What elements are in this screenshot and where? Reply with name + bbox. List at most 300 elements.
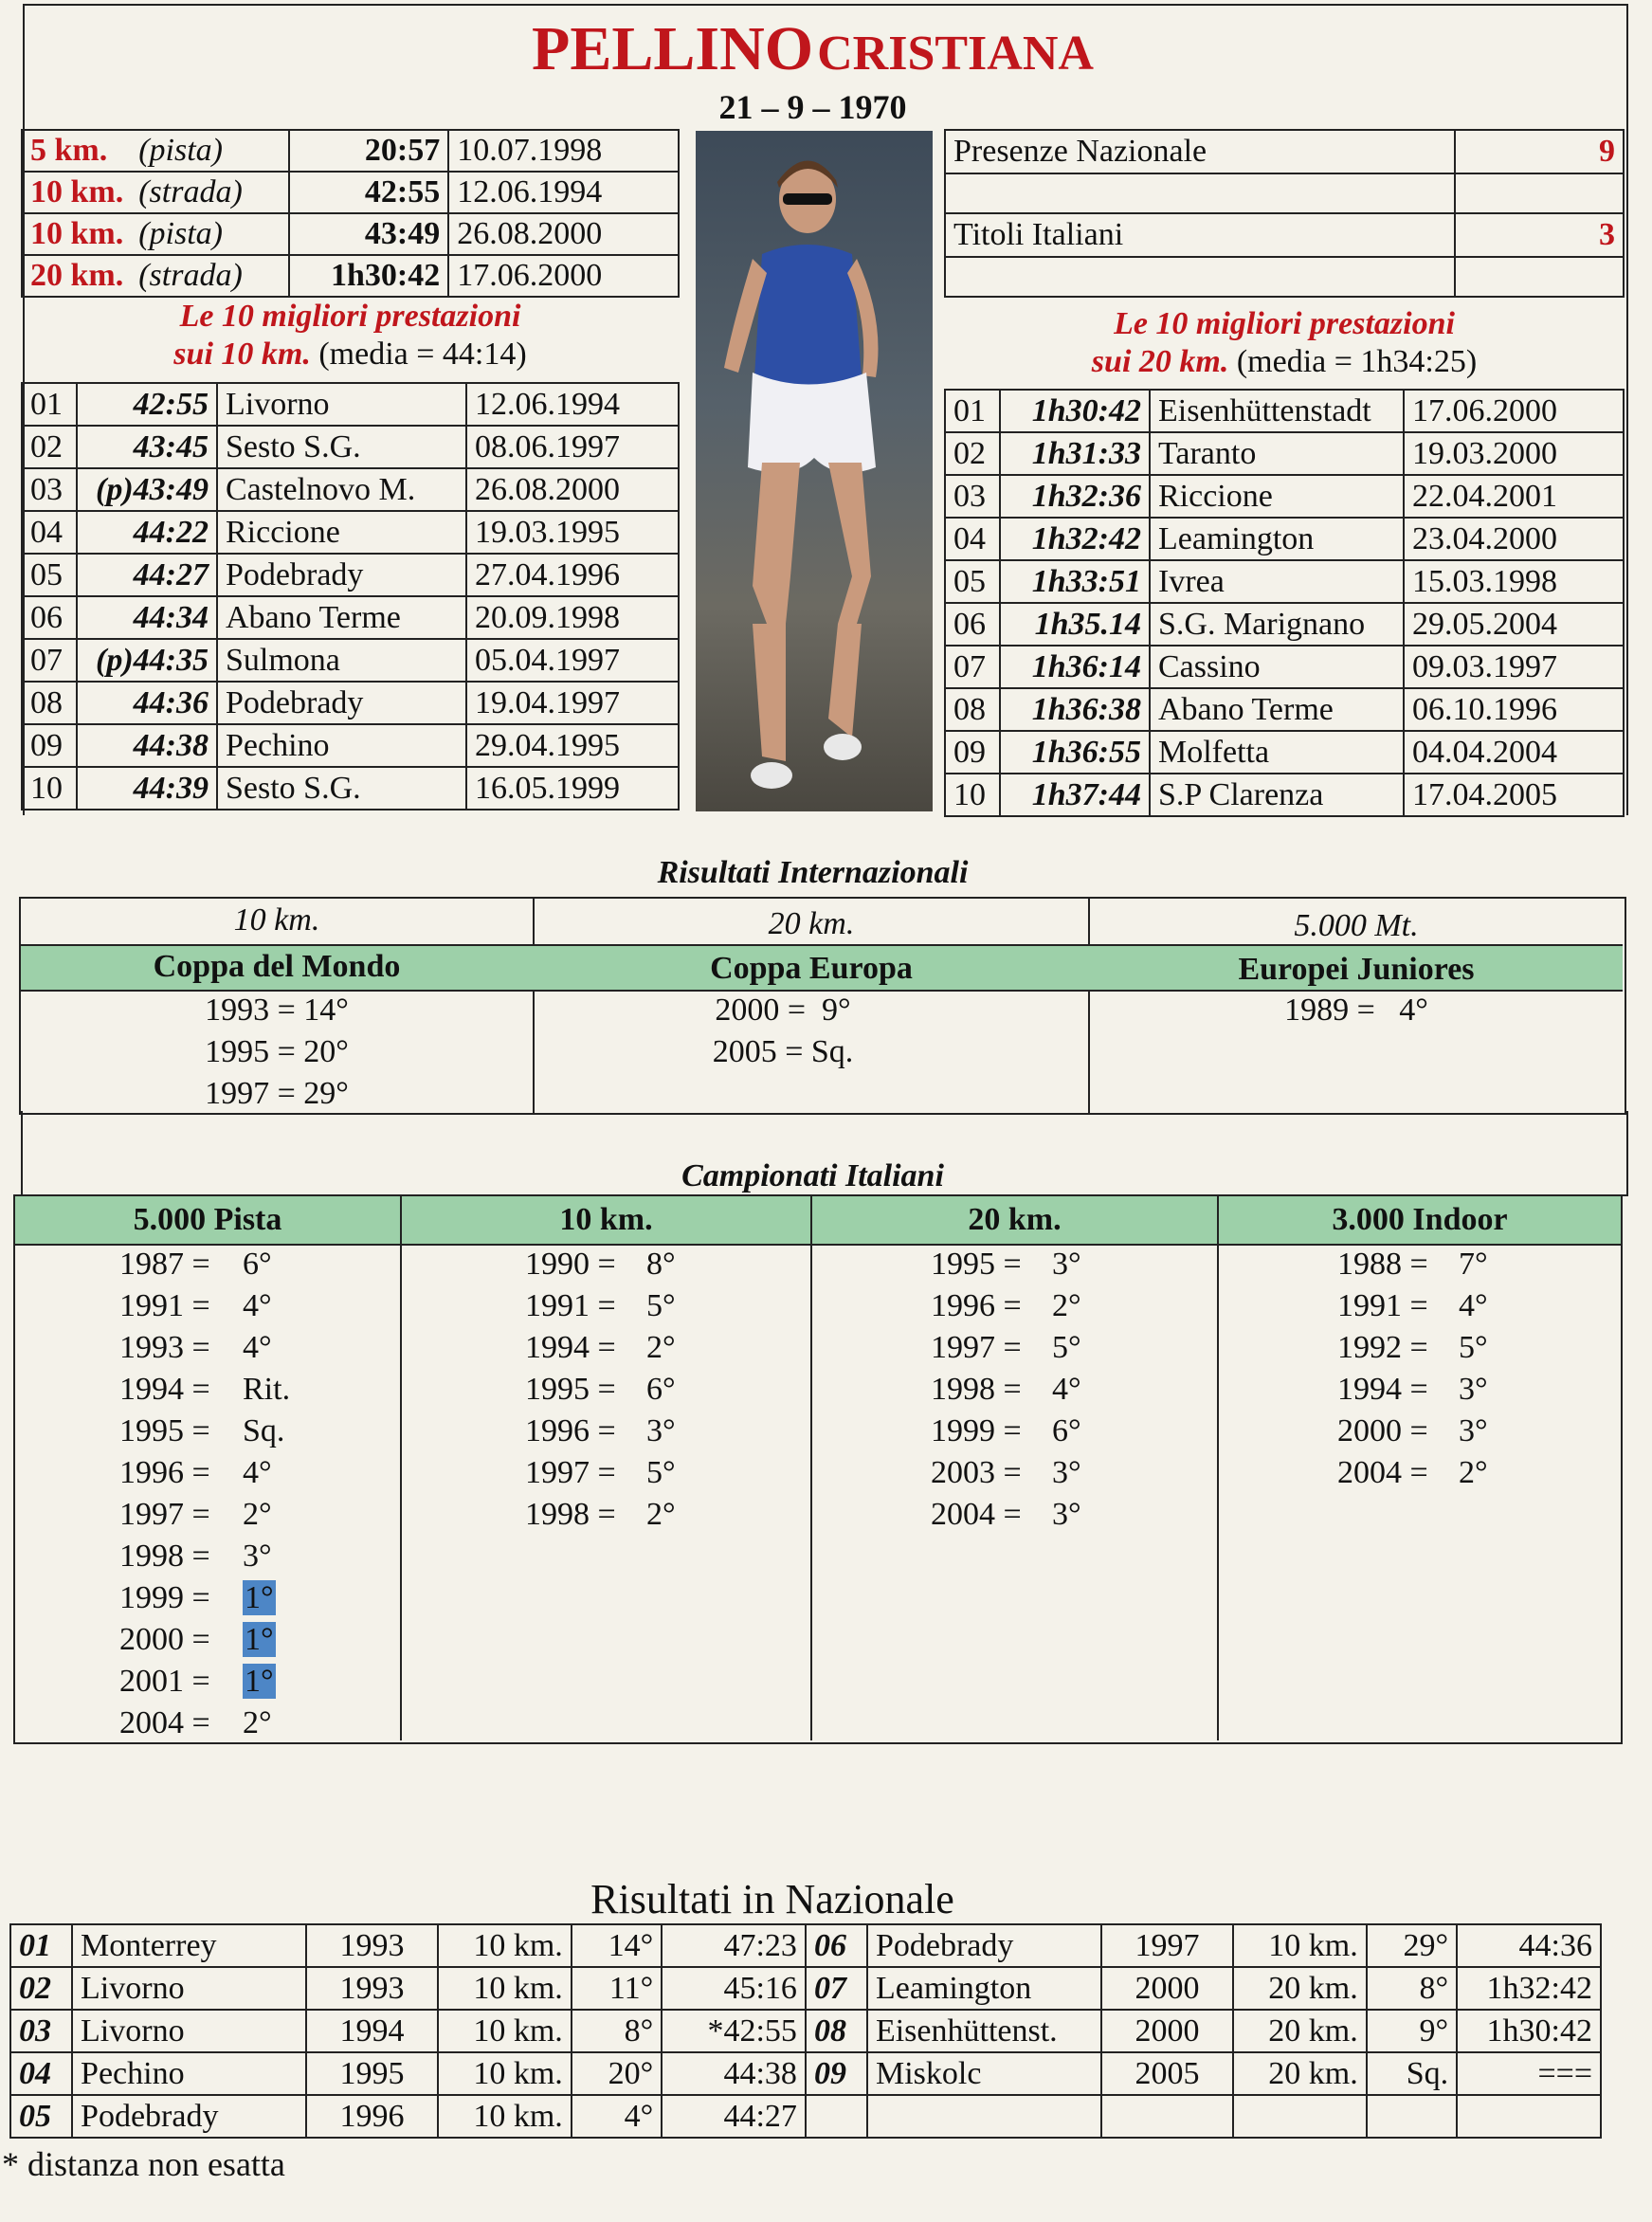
performance-row <box>945 560 1624 603</box>
result-year: 1988 = <box>1337 1247 1428 1282</box>
nazionale-title: Risultati in Nazionale <box>590 1876 954 1922</box>
italian-col-4 <box>1219 1198 1621 1494</box>
italian-title: Campionati Italiani <box>681 1158 944 1193</box>
naz-position: Sq. <box>1367 2052 1457 2095</box>
result-position: 3° <box>1459 1372 1488 1407</box>
result-year: 1997 = <box>119 1497 210 1532</box>
italian-result <box>1337 1411 1621 1452</box>
italian-result <box>119 1661 400 1703</box>
pb-date: 17.06.2000 <box>448 255 679 297</box>
intl-col-3-results <box>1090 990 1623 1031</box>
naz-place <box>867 2095 1101 2138</box>
performance-row <box>945 432 1624 475</box>
italian-result <box>931 1327 1217 1369</box>
result-year: 2000 = <box>119 1622 210 1657</box>
result-year: 1997 = <box>931 1330 1022 1365</box>
italian-col-3 <box>812 1198 1217 1536</box>
performance-row <box>945 518 1624 560</box>
result-position: 2° <box>243 1705 272 1740</box>
pb-distance: 5 km. <box>22 130 131 172</box>
rank: 09 <box>945 731 1000 774</box>
perf-place: Leamington <box>1150 518 1404 560</box>
rank: 06 <box>22 596 77 639</box>
naz-number <box>806 2095 867 2138</box>
perf-date: 29.04.1995 <box>466 724 679 767</box>
naz-time: 44:38 <box>662 2052 806 2095</box>
pb-row <box>22 172 679 213</box>
result-position: 2° <box>1052 1288 1081 1323</box>
pb-row <box>22 213 679 255</box>
intl-col-3-event: Europei Juniores <box>1238 952 1475 987</box>
performance-row <box>945 475 1624 518</box>
perf-time: 44:39 <box>77 767 217 810</box>
pb-type: (pista) <box>131 130 289 172</box>
naz-number: 05 <box>10 2095 72 2138</box>
result-position: 3° <box>243 1539 272 1574</box>
performance-row <box>22 767 679 810</box>
naz-position: 9° <box>1367 2010 1457 2052</box>
perf-place: Pechino <box>217 724 466 767</box>
naz-position: 4° <box>572 2095 662 2138</box>
intl-col-3 <box>1090 901 1623 1031</box>
perf-date: 26.08.2000 <box>466 468 679 511</box>
italian-result <box>525 1244 810 1285</box>
perf-time: 1h31:33 <box>1000 432 1150 475</box>
perf-date: 19.03.2000 <box>1404 432 1624 475</box>
personal-bests-table <box>21 129 680 298</box>
naz-place: Livorno <box>72 1967 306 2010</box>
naz-position: 14° <box>572 1924 662 1967</box>
intl-col-1-results <box>21 990 533 1115</box>
result-year: 1991 = <box>525 1288 616 1323</box>
pb-distance: 10 km. <box>22 172 131 213</box>
rank: 01 <box>22 383 77 426</box>
titoli-value: 3 <box>1455 213 1624 257</box>
italian-col-1 <box>15 1198 400 1744</box>
rank: 02 <box>22 426 77 468</box>
naz-position: 11° <box>572 1967 662 2010</box>
pb-distance: 10 km. <box>22 213 131 255</box>
result-position: 1° <box>245 1580 274 1615</box>
perf-time: (p)44:35 <box>77 639 217 682</box>
naz-number: 06 <box>806 1924 867 1967</box>
result-position: 6° <box>243 1247 272 1282</box>
athlete-photo <box>696 131 933 811</box>
performance-row <box>945 646 1624 688</box>
intl-col-2 <box>535 901 1088 1073</box>
rank: 06 <box>945 603 1000 646</box>
perf-time: 1h35.14 <box>1000 603 1150 646</box>
intl-col-1-distance: 10 km. <box>233 902 320 938</box>
naz-time: === <box>1457 2052 1601 2095</box>
result-position: 4° <box>243 1455 272 1490</box>
result-year: 1993 = <box>119 1330 210 1365</box>
result-year: 2004 = <box>931 1497 1022 1532</box>
pb-type: (pista) <box>131 213 289 255</box>
naz-place: Pechino <box>72 2052 306 2095</box>
naz-distance: 20 km. <box>1233 1967 1367 2010</box>
nazionale-row <box>10 1967 1601 2010</box>
performance-row <box>945 688 1624 731</box>
naz-time: 1h32:42 <box>1457 1967 1601 2010</box>
italian-col-header: 5.000 Pista <box>133 1202 282 1237</box>
rank: 05 <box>945 560 1000 603</box>
intl-result: 2000 = 9° <box>715 993 851 1028</box>
result-year: 1994 = <box>119 1372 210 1407</box>
perf-date: 27.04.1996 <box>466 554 679 596</box>
naz-distance: 10 km. <box>438 1967 572 2010</box>
italian-result <box>1337 1244 1621 1285</box>
result-year: 1991 = <box>119 1288 210 1323</box>
result-position: 4° <box>243 1288 272 1323</box>
perf-time: 1h32:36 <box>1000 475 1150 518</box>
presenze-label: Presenze Nazionale <box>945 130 1455 173</box>
result-year: 1994 = <box>1337 1372 1428 1407</box>
performance-row <box>945 390 1624 432</box>
italian-col-header: 10 km. <box>559 1202 653 1237</box>
result-position: 3° <box>646 1413 676 1448</box>
performance-row <box>22 724 679 767</box>
result-year: 1990 = <box>525 1247 616 1282</box>
naz-position: 8° <box>572 2010 662 2052</box>
italian-result <box>119 1703 400 1744</box>
caption-10km <box>21 298 680 373</box>
result-year: 2004 = <box>1337 1455 1428 1490</box>
rank: 01 <box>945 390 1000 432</box>
result-position: 4° <box>1052 1372 1081 1407</box>
perf-place: S.G. Marignano <box>1150 603 1404 646</box>
perf-time: 1h30:42 <box>1000 390 1150 432</box>
performance-row <box>22 596 679 639</box>
nazionale-table <box>9 1923 1602 2139</box>
perf-date: 15.03.1998 <box>1404 560 1624 603</box>
perf-place: Sulmona <box>217 639 466 682</box>
italian-results <box>812 1244 1217 1536</box>
performance-row <box>22 682 679 724</box>
result-year: 1999 = <box>931 1413 1022 1448</box>
result-position: 2° <box>243 1497 272 1532</box>
italian-result <box>525 1494 810 1536</box>
result-position: 5° <box>646 1288 676 1323</box>
pb-time: 43:49 <box>289 213 448 255</box>
result-position: 5° <box>646 1455 676 1490</box>
perf-place: Castelnovo M. <box>217 468 466 511</box>
naz-year: 1993 <box>306 1924 438 1967</box>
result-position: 5° <box>1052 1330 1081 1365</box>
italian-result <box>1337 1452 1621 1494</box>
perf-place: Podebrady <box>217 554 466 596</box>
rank: 10 <box>945 774 1000 816</box>
pb-type: (strada) <box>131 172 289 213</box>
result-position: 8° <box>646 1247 676 1282</box>
nazionale-row <box>10 2010 1601 2052</box>
perf-time: 1h36:55 <box>1000 731 1150 774</box>
naz-time: 45:16 <box>662 1967 806 2010</box>
naz-distance: 10 km. <box>438 2095 572 2138</box>
perf-date: 04.04.2004 <box>1404 731 1624 774</box>
italian-result <box>931 1244 1217 1285</box>
perf-time: 44:22 <box>77 511 217 554</box>
naz-place: Leamington <box>867 1967 1101 2010</box>
result-year: 1999 = <box>119 1580 210 1615</box>
naz-time: 1h30:42 <box>1457 2010 1601 2052</box>
international-title: Risultati Internazionali <box>657 855 969 890</box>
rank: 05 <box>22 554 77 596</box>
result-year: 2003 = <box>931 1455 1022 1490</box>
perf-place: S.P Clarenza <box>1150 774 1404 816</box>
naz-number: 01 <box>10 1924 72 1967</box>
perf-time: 1h37:44 <box>1000 774 1150 816</box>
perf-date: 09.03.1997 <box>1404 646 1624 688</box>
national-team-box <box>944 129 1625 298</box>
pb-time: 42:55 <box>289 172 448 213</box>
result-year: 2000 = <box>1337 1413 1428 1448</box>
result-year: 2004 = <box>119 1705 210 1740</box>
italian-result <box>931 1452 1217 1494</box>
result-year: 1998 = <box>931 1372 1022 1407</box>
italian-result <box>119 1327 400 1369</box>
naz-place: Podebrady <box>72 2095 306 2138</box>
result-position: 7° <box>1459 1247 1488 1282</box>
presenze-value: 9 <box>1455 130 1624 173</box>
result-position: 3° <box>1052 1455 1081 1490</box>
pb-row <box>22 130 679 172</box>
perf-place: Riccione <box>217 511 466 554</box>
result-position: 1° <box>245 1664 274 1699</box>
perf-date: 20.09.1998 <box>466 596 679 639</box>
naz-time <box>1457 2095 1601 2138</box>
caption-20km-line2: sui 20 km. <box>1091 344 1229 379</box>
italian-result <box>119 1577 400 1619</box>
italian-result <box>931 1494 1217 1536</box>
naz-time: 44:36 <box>1457 1924 1601 1967</box>
perf-date: 06.10.1996 <box>1404 688 1624 731</box>
intl-col-2-results <box>478 990 1088 1073</box>
pb-distance: 20 km. <box>22 255 131 297</box>
perf-date: 08.06.1997 <box>466 426 679 468</box>
pb-type: (strada) <box>131 255 289 297</box>
naz-place: Monterrey <box>72 1924 306 1967</box>
naz-year: 2000 <box>1101 1967 1233 2010</box>
perf-time: 44:27 <box>77 554 217 596</box>
italian-col-header: 20 km. <box>968 1202 1062 1237</box>
caption-20km <box>944 305 1625 381</box>
rank: 04 <box>945 518 1000 560</box>
perf-time: 42:55 <box>77 383 217 426</box>
caption-10km-line1: Le 10 migliori prestazioni <box>179 299 521 334</box>
perf-date: 19.04.1997 <box>466 682 679 724</box>
intl-result: 1995 = 20° <box>205 1034 349 1069</box>
perf-date: 22.04.2001 <box>1404 475 1624 518</box>
perf-place: Abano Terme <box>217 596 466 639</box>
italian-results <box>15 1244 400 1744</box>
result-year: 1996 = <box>931 1288 1022 1323</box>
naz-place: Livorno <box>72 2010 306 2052</box>
italian-result <box>119 1452 400 1494</box>
performance-row <box>22 554 679 596</box>
intl-result: 1989 = 4° <box>1284 993 1428 1028</box>
titoli-label: Titoli Italiani <box>945 213 1455 257</box>
result-position: 1° <box>245 1622 274 1657</box>
result-year: 2001 = <box>119 1664 210 1699</box>
italian-result <box>119 1411 400 1452</box>
best10-10km-table <box>21 382 680 810</box>
result-position: 5° <box>1459 1330 1488 1365</box>
naz-number: 03 <box>10 2010 72 2052</box>
rank: 10 <box>22 767 77 810</box>
result-position: 6° <box>1052 1413 1081 1448</box>
rank: 03 <box>945 475 1000 518</box>
pb-date: 12.06.1994 <box>448 172 679 213</box>
result-year: 1987 = <box>119 1247 210 1282</box>
perf-date: 29.05.2004 <box>1404 603 1624 646</box>
caption-20km-average: (media = 1h34:25) <box>1236 344 1478 379</box>
italian-result <box>119 1536 400 1577</box>
result-year: 1995 = <box>119 1413 210 1448</box>
perf-place: Riccione <box>1150 475 1404 518</box>
result-position: 6° <box>646 1372 676 1407</box>
italian-result <box>1337 1285 1621 1327</box>
naz-place: Miskolc <box>867 2052 1101 2095</box>
italian-result <box>931 1285 1217 1327</box>
result-position: 3° <box>1052 1497 1081 1532</box>
result-year: 1998 = <box>119 1539 210 1574</box>
italian-result <box>119 1369 400 1411</box>
rank: 07 <box>22 639 77 682</box>
pb-time: 1h30:42 <box>289 255 448 297</box>
italian-result <box>119 1285 400 1327</box>
pb-time: 20:57 <box>289 130 448 172</box>
perf-date: 17.06.2000 <box>1404 390 1624 432</box>
italian-results <box>1219 1244 1621 1494</box>
pb-date: 10.07.1998 <box>448 130 679 172</box>
intl-col-1-event: Coppa del Mondo <box>153 949 401 984</box>
naz-distance <box>1233 2095 1367 2138</box>
caption-10km-average: (media = 44:14) <box>318 337 527 372</box>
result-year: 1995 = <box>931 1247 1022 1282</box>
result-position: 4° <box>243 1330 272 1365</box>
italian-result <box>525 1452 810 1494</box>
naz-year: 2005 <box>1101 2052 1233 2095</box>
intl-col-2-event: Coppa Europa <box>710 951 913 986</box>
perf-time: (p)43:49 <box>77 468 217 511</box>
naz-distance: 20 km. <box>1233 2010 1367 2052</box>
rank: 02 <box>945 432 1000 475</box>
naz-number: 04 <box>10 2052 72 2095</box>
naz-number: 07 <box>806 1967 867 2010</box>
naz-distance: 10 km. <box>1233 1924 1367 1967</box>
naz-year: 1993 <box>306 1967 438 2010</box>
pb-date: 26.08.2000 <box>448 213 679 255</box>
perf-time: 44:34 <box>77 596 217 639</box>
result-position: Rit. <box>243 1372 291 1407</box>
naz-distance: 10 km. <box>438 2052 572 2095</box>
perf-date: 19.03.1995 <box>466 511 679 554</box>
performance-row <box>945 603 1624 646</box>
rank: 09 <box>22 724 77 767</box>
naz-position: 8° <box>1367 1967 1457 2010</box>
perf-date: 23.04.2000 <box>1404 518 1624 560</box>
intl-col-2-distance: 20 km. <box>768 906 855 941</box>
result-year: 1997 = <box>525 1455 616 1490</box>
perf-time: 43:45 <box>77 426 217 468</box>
nazionale-row <box>10 1924 1601 1967</box>
rank: 03 <box>22 468 77 511</box>
perf-place: Sesto S.G. <box>217 767 466 810</box>
perf-time: 44:38 <box>77 724 217 767</box>
naz-number: 08 <box>806 2010 867 2052</box>
naz-distance: 20 km. <box>1233 2052 1367 2095</box>
perf-time: 1h32:42 <box>1000 518 1150 560</box>
naz-position: 29° <box>1367 1924 1457 1967</box>
naz-number: 09 <box>806 2052 867 2095</box>
performance-row <box>22 426 679 468</box>
naz-year: 2000 <box>1101 2010 1233 2052</box>
nazionale-row <box>10 2095 1601 2138</box>
naz-year <box>1101 2095 1233 2138</box>
athlete-last-name: PELLINO <box>532 14 814 83</box>
italian-result <box>525 1285 810 1327</box>
result-position: 3° <box>1052 1247 1081 1282</box>
naz-distance: 10 km. <box>438 2010 572 2052</box>
result-position: 4° <box>1459 1288 1488 1323</box>
result-position: 2° <box>646 1330 676 1365</box>
intl-col-1 <box>21 901 533 1115</box>
naz-year: 1995 <box>306 2052 438 2095</box>
naz-year: 1994 <box>306 2010 438 2052</box>
naz-distance: 10 km. <box>438 1924 572 1967</box>
naz-place: Podebrady <box>867 1924 1101 1967</box>
perf-date: 17.04.2005 <box>1404 774 1624 816</box>
result-year: 1991 = <box>1337 1288 1428 1323</box>
pb-row <box>22 255 679 297</box>
caption-20km-line1: Le 10 migliori prestazioni <box>1114 306 1455 341</box>
naz-time: *42:55 <box>662 2010 806 2052</box>
best10-20km-table <box>944 389 1625 817</box>
naz-position: 20° <box>572 2052 662 2095</box>
rank: 08 <box>945 688 1000 731</box>
performance-row <box>945 731 1624 774</box>
perf-place: Cassino <box>1150 646 1404 688</box>
performance-row <box>22 383 679 426</box>
intl-result: 1993 = 14° <box>205 993 349 1028</box>
perf-time: 1h33:51 <box>1000 560 1150 603</box>
italian-result <box>525 1369 810 1411</box>
naz-year: 1996 <box>306 2095 438 2138</box>
performance-row <box>22 639 679 682</box>
italian-col-header: 3.000 Indoor <box>1332 1202 1508 1237</box>
rank: 08 <box>22 682 77 724</box>
italian-result <box>119 1244 400 1285</box>
italian-result <box>931 1369 1217 1411</box>
perf-place: Livorno <box>217 383 466 426</box>
naz-number: 02 <box>10 1967 72 2010</box>
result-position: 2° <box>1459 1455 1488 1490</box>
perf-place: Molfetta <box>1150 731 1404 774</box>
intl-result: 1997 = 29° <box>205 1076 349 1111</box>
result-position: Sq. <box>243 1413 285 1448</box>
italian-result <box>119 1619 400 1661</box>
rank: 07 <box>945 646 1000 688</box>
perf-date: 05.04.1997 <box>466 639 679 682</box>
perf-date: 12.06.1994 <box>466 383 679 426</box>
naz-year: 1997 <box>1101 1924 1233 1967</box>
naz-time: 47:23 <box>662 1924 806 1967</box>
caption-10km-line2: sui 10 km. <box>173 337 311 372</box>
perf-place: Eisenhüttenstadt <box>1150 390 1404 432</box>
birth-date: 21 – 9 – 1970 <box>718 88 907 126</box>
intl-result: 2005 = Sq. <box>712 1034 854 1069</box>
